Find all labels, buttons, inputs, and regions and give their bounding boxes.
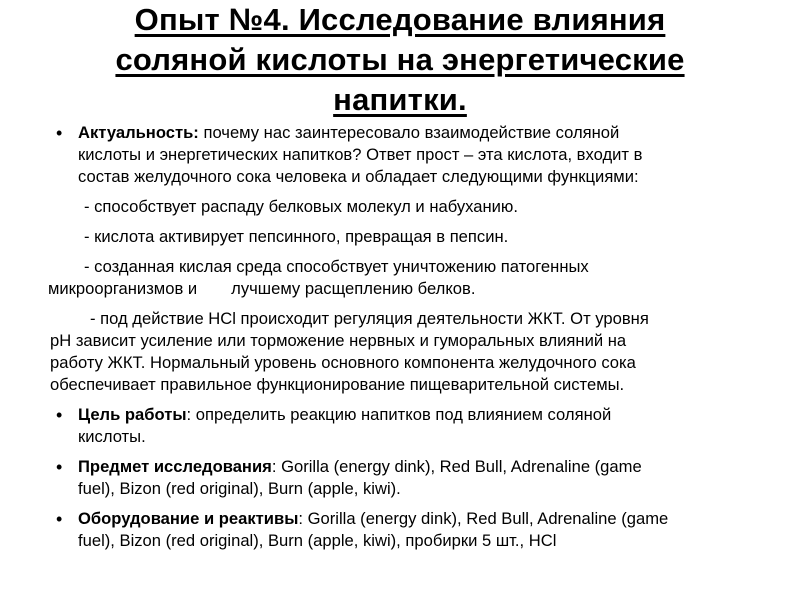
function-3-line-2 [48, 278, 762, 300]
equipment-line-2: fuel), Bizon (red original), Burn (apple, kiwi), пробирки 5 шт., HCl [78, 531, 557, 550]
relevance-bullet [50, 122, 762, 188]
relevance-line-1: почему нас заинтересовало взаимодействие соляной [198, 123, 620, 142]
function-item-4 [50, 308, 762, 330]
function-item-1 [50, 196, 762, 218]
function-4-line-1: - под действие HCl происходит регуляция деятельности ЖКТ. От уровня [90, 309, 649, 328]
subject-line-2: fuel), Bizon (red original), Burn (apple, kiwi). [78, 479, 401, 498]
subject-bullet [50, 456, 762, 500]
function-2-text: - кислота активирует пепсинного, превращая в пепсин. [84, 227, 509, 246]
function-1-text: - способствует распаду белковых молекул и набуханию. [84, 197, 518, 216]
slide-title [40, 0, 760, 120]
function-3-line-2b: лучшему расщеплению белков. [231, 279, 476, 298]
function-3-line-2a: микроорганизмов и [48, 279, 198, 298]
relevance-line-2: кислоты и энергетических напитков? Ответ прост – эта кислота, входит в [78, 145, 643, 164]
title-line-3: напитки. [333, 82, 467, 117]
goal-line-2: кислоты. [78, 427, 146, 446]
relevance-line-3: состав желудочного сока человека и обладает следующими функциями: [78, 167, 639, 186]
function-4-line-3: работу ЖКТ. Нормальный уровень основного компонента желудочного сока [50, 353, 636, 372]
slide-body [50, 122, 762, 552]
goal-label: Цель работы [78, 405, 187, 424]
function-item-2 [50, 226, 762, 248]
goal-bullet [50, 404, 762, 448]
function-3-line-1: - созданная кислая среда способствует уничтожению патогенных [84, 257, 589, 276]
function-item-3 [50, 256, 762, 278]
subject-line-1: : Gorilla (energy dink), Red Bull, Adrenaline (game [271, 457, 642, 476]
function-4-line-4: обеспечивает правильное функционирование пищеварительной системы. [50, 375, 625, 394]
equipment-label: Оборудование и реактивы [78, 509, 299, 528]
title-line-1: Опыт №4. Исследование влияния [134, 2, 666, 37]
goal-line-1: : определить реакцию напитков под влиянием соляной [186, 405, 612, 424]
equipment-bullet [50, 508, 762, 552]
subject-label: Предмет исследования [78, 457, 272, 476]
relevance-label: Актуальность: [78, 123, 199, 142]
title-line-2: соляной кислоты на энергетические [115, 42, 685, 77]
function-4-line-2: pH зависит усиление или торможение нервных и гуморальных влияний на [50, 331, 627, 350]
equipment-line-1: : Gorilla (energy dink), Red Bull, Adrenaline (game [298, 509, 669, 528]
